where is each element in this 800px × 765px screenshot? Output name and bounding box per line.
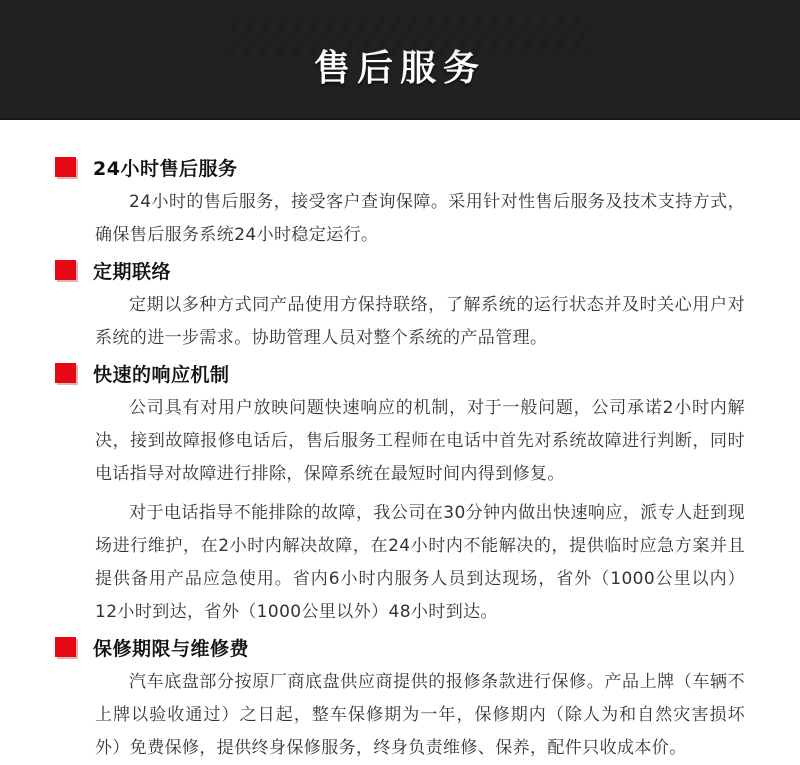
section-warranty	[55, 635, 745, 765]
section-rapid-response	[55, 361, 745, 629]
section-heading: 保修期限与维修费	[93, 637, 250, 660]
section-paragraph: 定期以多种方式同产品使用方保持联络，了解系统的运行状态并及时关心用户对系统的进一步需求。协助管理人员对整个系统的产品管理。	[95, 295, 745, 348]
after-sales-content	[0, 120, 800, 765]
red-square-bullet-icon	[55, 637, 76, 657]
section-heading: 快速的响应机制	[93, 363, 230, 386]
section-paragraph: 24小时的售后服务，接受客户查询保障。采用针对性售后服务及技术支持方式，确保售后服务系统24小时稳定运行。	[95, 192, 745, 245]
section-header	[55, 635, 745, 659]
red-square-bullet-icon	[55, 157, 76, 177]
section-24h-service	[55, 155, 745, 252]
page-title: 售后服务	[313, 48, 486, 89]
section-heading: 24小时售后服务	[93, 157, 238, 180]
page-header	[0, 0, 800, 120]
section-paragraph: 公司具有对用户放映问题快速响应的机制，对于一般问题，公司承诺2小时内解决，接到故障报修电话后，售后服务工程师在电话中首先对系统故障进行判断，同时电话指导对故障进行排除，保障系统在最短时间内得到修复。	[95, 398, 745, 484]
section-header	[55, 258, 745, 282]
red-square-bullet-icon	[55, 260, 76, 280]
section-header	[55, 361, 745, 385]
section-regular-contact	[55, 258, 745, 355]
section-header	[55, 155, 745, 179]
section-heading: 定期联络	[93, 260, 172, 283]
section-paragraph: 汽车底盘部分按原厂商底盘供应商提供的报修条款进行保修。产品上牌（车辆不上牌以验收通过）之日起，整车保修期为一年，保修期内（除人为和自然灾害损坏外）免费保修，提供终身保修服务，终身负责维修、保养，配件只收成本价。	[95, 672, 745, 758]
red-square-bullet-icon	[55, 363, 76, 383]
section-paragraph: 对于电话指导不能排除的故障，我公司在30分钟内做出快速响应，派专人赶到现场进行维护，在2小时内解决故障，在24小时内不能解决的，提供临时应急方案并且提供备用产品应急使用。省内6小时内服务人员到达现场，省外（1000公里以内）12小时到达，省外（1000公里以外）48小时到达。	[95, 503, 745, 622]
